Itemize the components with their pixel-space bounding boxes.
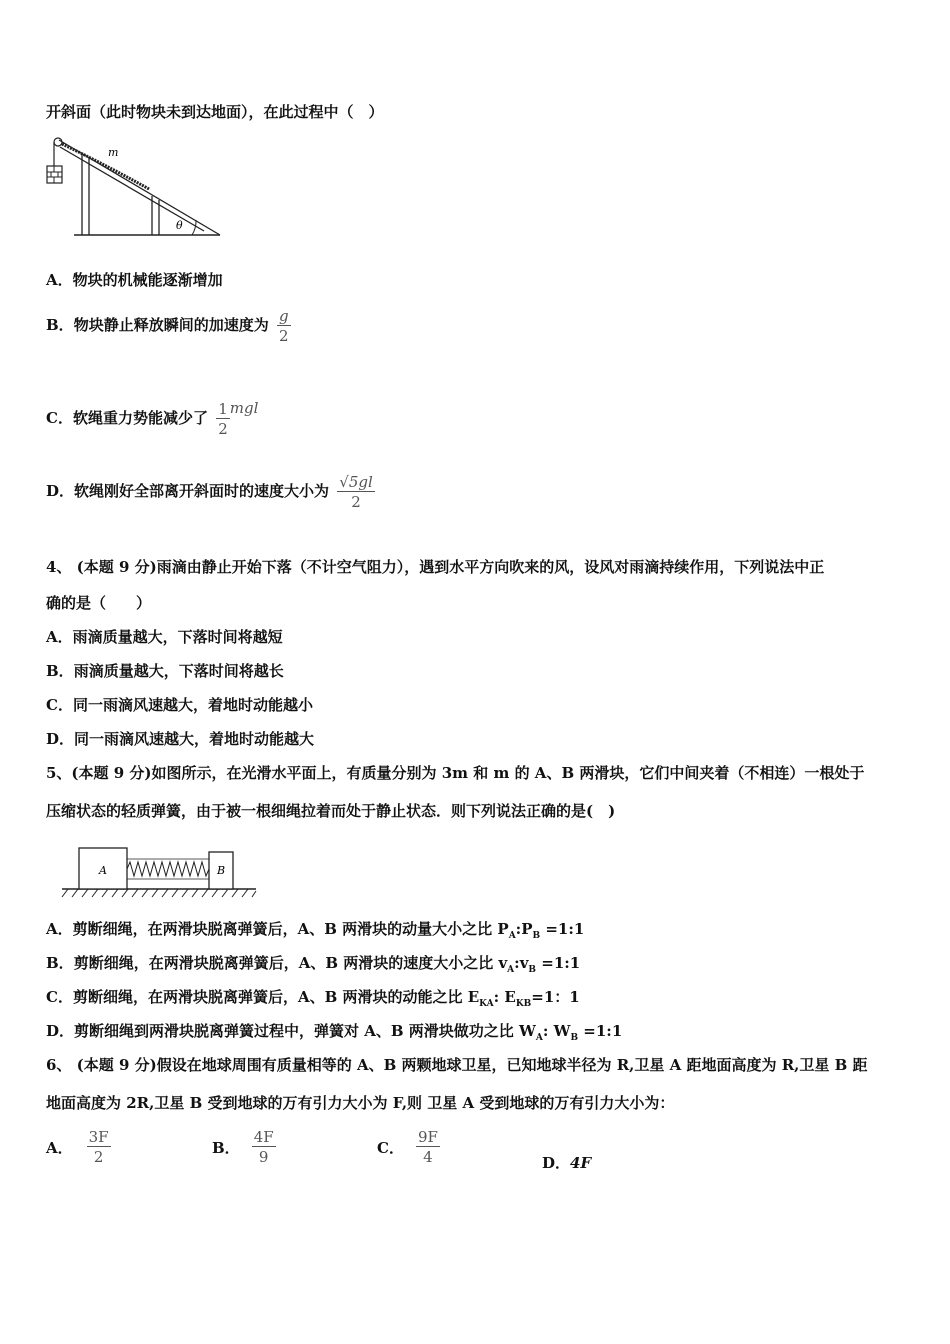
fraction-sqrt5gl-over-2: $\frac{√5gl}{2}$	[339, 472, 373, 511]
option-text: 物块的机械能逐渐增加	[72, 271, 223, 289]
option-text: 物块静止释放瞬间的加速度为	[73, 316, 269, 334]
fraction-g-over-2: $\frac{g}{2}$	[278, 306, 289, 345]
spring	[127, 862, 209, 876]
q5-option-d: D．剪断细绳到两滑块脱离弹簧过程中，弹簧对 A、B 两滑块做功之比 $W_A$: $W_B$ =1:1	[46, 1022, 623, 1043]
option-text: 软绳刚好全部离开斜面时的速度大小为	[74, 482, 330, 500]
q4-stem-line1: 4、 (本题 9 分)雨滴由静止开始下落（不计空气阻力），遇到水平方向吹来的风，设风对雨滴持续作用，下列说法中正	[46, 558, 825, 576]
q6-stem-line1: 6、 (本题 9 分)假设在地球周围有质量相等的 A、B 两颗地球卫星，已知地球半径为 R,卫星 A 距地面高度为 R,卫星 B 距	[46, 1056, 868, 1074]
option-label: B．	[46, 316, 74, 334]
mgl-term: mgl	[229, 399, 259, 417]
q4-option-a: A．雨滴质量越大，下落时间将越短	[46, 628, 283, 646]
q4-option-c: C．同一雨滴风速越大，着地时动能越小	[46, 696, 313, 714]
spring-blocks-figure	[60, 842, 260, 900]
q4-option-b: B．雨滴质量越大，下落时间将越长	[46, 662, 284, 680]
q6-option-b: B． $\frac{4F}{9}$	[212, 1128, 274, 1166]
q5-option-a: A．剪断细绳，在两滑块脱离弹簧后，A、B 两滑块的动量大小之比 $P_A:P_B$ =1:1	[46, 920, 585, 941]
q6-option-a: A． $\frac{3F}{2}$	[46, 1128, 109, 1166]
q5-stem-line1: 5、(本题 9 分)如图所示，在光滑水平面上，有质量分别为 3m 和 m 的 A、B 两滑块，它们中间夹着（不相连）一根处于	[46, 764, 865, 782]
q3-stem-tail: 开斜面（此时物块未到达地面），在此过程中（ ）	[46, 103, 384, 121]
q4-option-d: D．同一雨滴风速越大，着地时动能越大	[46, 730, 315, 748]
q6-option-d: D． 4F	[542, 1153, 592, 1172]
q3-option-b	[46, 306, 291, 346]
q3-option-a	[46, 270, 223, 290]
q5-stem-line2: 压缩状态的轻质弹簧，由于被一根细绳拉着而处于静止状态．则下列说法正确的是( )	[46, 802, 616, 820]
q3-option-d	[46, 472, 375, 512]
q5-option-b: B．剪断细绳，在两滑块脱离弹簧后，A、B 两滑块的速度大小之比 $v_A:v_B$ =1:1	[46, 954, 581, 975]
block-a-label: A	[99, 864, 107, 877]
option-label: A．	[46, 271, 73, 289]
option-label: C．	[46, 409, 73, 427]
block-b-label: B	[217, 864, 226, 877]
q4-stem-line2: 确的是（ ）	[46, 594, 152, 612]
q6-stem-line2: 地面高度为 2R,卫星 B 受到地球的万有引力大小为 F,则 卫星 A 受到地球的万有引力大小为：	[46, 1094, 675, 1112]
q3-option-c	[46, 389, 258, 439]
q6-option-c: C． $\frac{9F}{4}$	[377, 1128, 438, 1166]
fraction-half: $\frac{1}{2}$	[218, 399, 228, 438]
option-label: D．	[46, 482, 75, 500]
angle-label: θ	[176, 219, 183, 232]
q5-option-c: C．剪断细绳，在两滑块脱离弹簧后，A、B 两滑块的动能之比 $E_{KA}$: $E_{KB}=1$：1	[46, 988, 580, 1009]
mass-label: m	[108, 146, 119, 159]
option-text: 软绳重力势能减少了	[72, 409, 208, 427]
incline-figure	[44, 134, 226, 240]
